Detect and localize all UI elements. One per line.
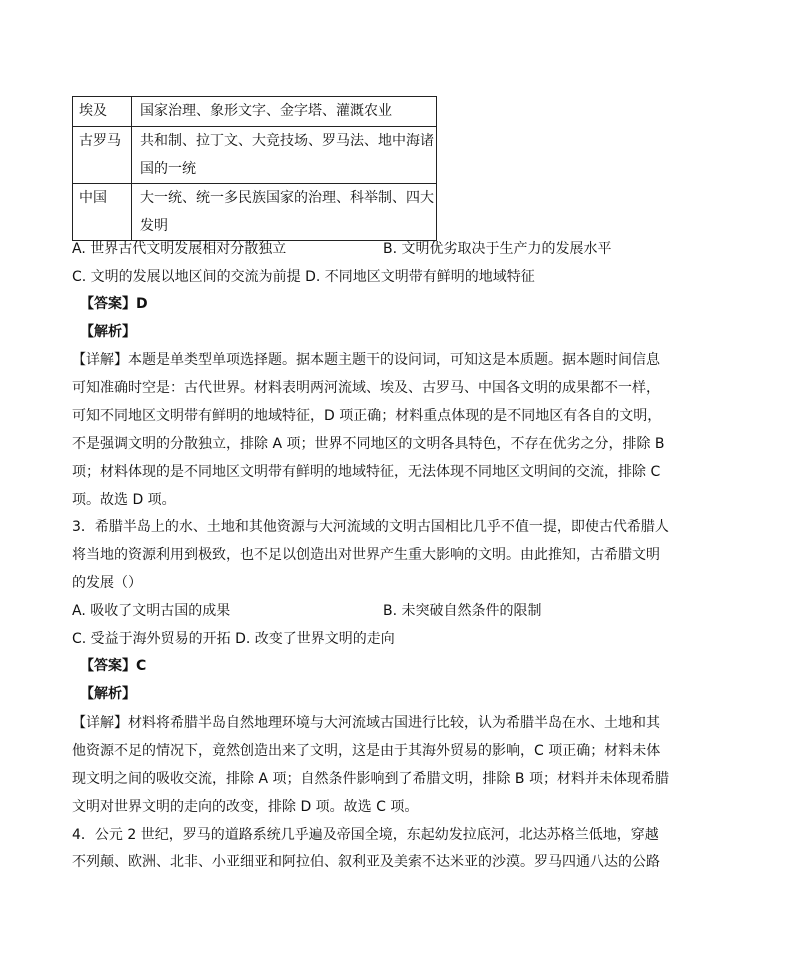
answer-label: 【答案】D <box>80 296 148 312</box>
detail-line: 文明对世界文明的走向的改变，排除 D 项。故选 C 项。 <box>72 799 419 815</box>
cell-line: 大一统、统一多民族国家的治理、科举制、四大 <box>140 190 434 206</box>
analysis-label: 【解析】 <box>80 686 136 702</box>
option-b: B. 未突破自然条件的限制 <box>383 603 542 619</box>
cell-line: 共和制、拉丁文、大竞技场、罗马法、地中海诸 <box>140 133 434 149</box>
option-b: B. 文明优劣取决于生产力的发展水平 <box>383 241 612 257</box>
table-cell-name: 中国 <box>73 184 132 241</box>
civilization-table <box>72 96 437 241</box>
table-cell-desc <box>132 97 437 127</box>
question-stem: 3．希腊半岛上的水、土地和其他资源与大河流域的文明古国相比几乎不值一提，即使古代希腊人 <box>72 519 669 535</box>
option-a: A. 世界古代文明发展相对分散独立 <box>72 241 287 257</box>
answer-label: 【答案】C <box>80 658 147 674</box>
table-cell-name: 埃及 <box>73 97 132 127</box>
detail-line: 【详解】材料将希腊半岛自然地理环境与大河流域古国进行比较，认为希腊半岛在水、土地和其 <box>72 715 660 731</box>
question-stem: 的发展（） <box>72 575 142 591</box>
table-row <box>73 97 437 127</box>
question-stem: 不列颠、欧洲、北非、小亚细亚和阿拉伯、叙利亚及美索不达米亚的沙漠。罗马四通八达的公路 <box>72 854 660 870</box>
question-stem: 将当地的资源利用到极致，也不足以创造出对世界产生重大影响的文明。由此推知，古希腊文明 <box>72 547 660 563</box>
detail-line: 可知不同地区文明带有鲜明的地域特征，D 项正确；材料重点体现的是不同地区有各自的文明， <box>72 408 662 424</box>
option-a: A. 吸收了文明古国的成果 <box>72 603 231 619</box>
detail-line: 现文明之间的吸收交流，排除 A 项；自然条件影响到了希腊文明，排除 B 项；材料并未体现希腊 <box>72 771 669 787</box>
detail-line: 项；材料体现的是不同地区文明带有鲜明的地域特征，无法体现不同地区文明间的交流，排除 C <box>72 464 661 480</box>
detail-line: 项。故选 D 项。 <box>72 492 176 508</box>
table-row <box>73 127 437 184</box>
option-c-d: C. 文明的发展以地区间的交流为前提 D. 不同地区文明带有鲜明的地域特征 <box>72 269 535 285</box>
cell-line: 国家治理、象形文字、金字塔、灌溉农业 <box>140 103 392 119</box>
detail-line: 不是强调文明的分散独立，排除 A 项；世界不同地区的文明各具特色，不存在优劣之分，排除 B <box>72 436 665 452</box>
detail-line: 他资源不足的情况下，竟然创造出来了文明，这是由于其海外贸易的影响，C 项正确；材料未体 <box>72 743 661 759</box>
table-cell-desc <box>132 127 437 184</box>
detail-line: 【详解】本题是单类型单项选择题。据本题主题干的设问词，可知这是本质题。据本题时间信息 <box>72 352 660 368</box>
analysis-label: 【解析】 <box>80 324 136 340</box>
question-stem: 4．公元 2 世纪，罗马的道路系统几乎遍及帝国全境，东起幼发拉底河，北达苏格兰低地，穿越 <box>72 827 659 843</box>
table-row <box>73 184 437 241</box>
cell-line: 国的一统 <box>140 161 196 177</box>
option-c-d: C. 受益于海外贸易的开拓 D. 改变了世界文明的走向 <box>72 631 395 647</box>
detail-line: 可知准确时空是：古代世界。材料表明两河流域、埃及、古罗马、中国各文明的成果都不一样， <box>72 380 660 396</box>
table-cell-desc <box>132 184 437 241</box>
cell-line: 发明 <box>140 218 168 234</box>
table-cell-name: 古罗马 <box>73 127 132 184</box>
